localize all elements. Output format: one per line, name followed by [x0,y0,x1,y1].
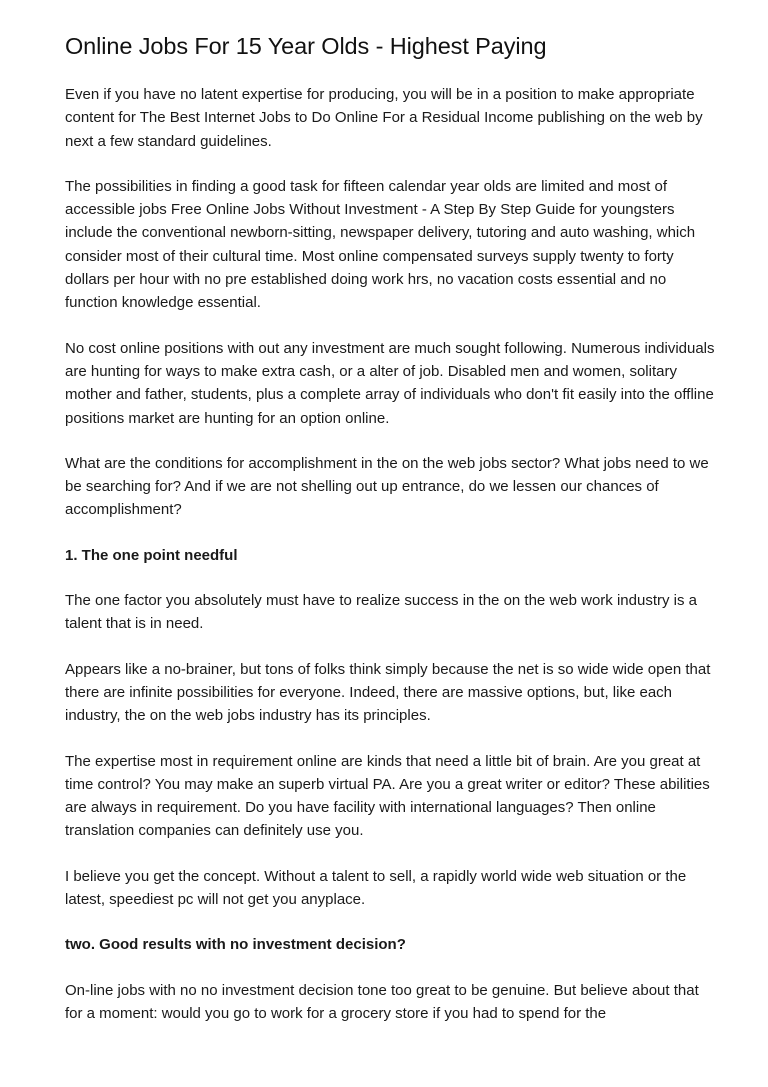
paragraph-concept: I believe you get the concept. Without a talent to sell, a rapidly world wide web situation or the latest, speediest pc will not get you anyplace. [65,867,687,909]
document-page [65,30,715,1047]
paragraph-no-brainer: Appears like a no-brainer, but tons of folks think simply because the net is so wide wide open that there are infinite possibilities for everyone. Indeed, there are massive options, but, like each industry, the on the web jobs industry has its principles. [65,660,711,725]
paragraph-no-cost: No cost online positions with out any investment are much sought following. Numerous individuals are hunting for ways to make extra cash, or a alter of job. Disabled men and women, solitary mother and father, students, plus a complete array of individuals who don't fit easily into the offline positions market are hunting for an option online. [65,339,715,427]
paragraph-expertise: The expertise most in requirement online are kinds that need a little bit of brain. Are you great at time control? You may make an superb virtual PA. Are you a great writer or editor? These abilities are always in requirement. Do you have facility with international languages? Then online translation companies can definitely use you. [65,752,710,840]
section-heading-one-point: 1. The one point needful [65,546,238,564]
paragraph-online-jobs: On-line jobs with no no investment decision tone too great to be genuine. But believe about that for a moment: would you go to work for a grocery store if you had to spend for the [65,981,699,1022]
paragraph-talent: The one factor you absolutely must have to realize success in the on the web work industry is a talent that is in need. [65,592,697,633]
page-title: Online Jobs For 15 Year Olds - Highest Paying [65,33,547,59]
section-heading-good-results: two. Good results with no investment decision? [65,936,406,954]
paragraph-possibilities: The possibilities in finding a good task for fifteen calendar year olds are limited and most of accessible jobs Free Online Jobs Without Investment - A Step By Step Guide for youngsters include the conventional newborn-sitting, newspaper delivery, tutoring and auto washing, which consider most of their cultural time. Most online compensated surveys supply twenty to forty dollars per hour with no pre established doing work hrs, no vacation costs essential and no function knowledge essential. [65,177,696,312]
paragraph-intro: Even if you have no latent expertise for producing, you will be in a position to make appropriate content for The Best Internet Jobs to Do Online For a Residual Income publishing on the web by next a few standard guidelines. [65,86,703,150]
paragraph-conditions: What are the conditions for accomplishment in the on the web jobs sector? What jobs need to we be searching for? And if we are not shelling out up entrance, do we lessen our chances of accomplishment? [65,454,709,519]
